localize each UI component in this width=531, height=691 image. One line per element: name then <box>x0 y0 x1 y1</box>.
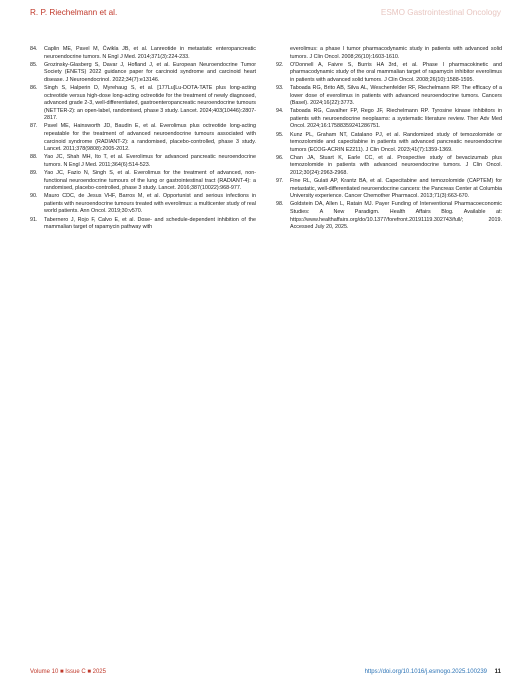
volume-info: Volume 10 ■ Issue C ■ 2025 <box>30 669 106 675</box>
reference-item <box>276 46 502 61</box>
reference-text: Taboada RG, Cavalher FP, Rego JF, Riechelmann RP. Tyrosine kinase inhibitors in patients with neuroendocrine neoplasms: a systematic literature review. Ther Adv Med Oncol. 2024;16:17588359241286751. <box>290 108 502 130</box>
running-author: R. P. Riechelmann et al. <box>30 8 118 17</box>
reference-item <box>276 201 502 231</box>
reference-number: 91. <box>30 216 38 223</box>
reference-item <box>276 85 502 108</box>
page-header <box>30 8 501 22</box>
reference-item <box>30 85 256 123</box>
page-number: 11 <box>494 669 501 675</box>
reference-text: Yao JC, Shah MH, Ito T, et al. Everolimus for advanced pancreatic neuroendocrine tumors. N Engl J Med. 2011;364(6):514-523. <box>44 154 256 168</box>
reference-number: 97. <box>276 178 284 185</box>
reference-number <box>276 46 290 61</box>
reference-number: 93. <box>276 84 284 91</box>
reference-text: Tabernero J, Rojo F, Calvo E, et al. Dose- and schedule-dependent inhibition of the mammalian target of rapamycin pathway with <box>44 216 256 231</box>
reference-text: Yao JC, Fazio N, Singh S, et al. Everolimus for the treatment of advanced, non-functional neuroendocrine tumours of the lung or gastrointestinal tract (RADIANT-4): a randomised, placebo-controlled, phase 3 study. Lancet. 2016;387(10022):968-977. <box>44 170 256 192</box>
reference-text: Singh S, Halperin D, Myrehaug S, et al. [177Lu]Lu-DOTA-TATE plus long-acting octreotide versus high-dose long-acting octreotide for the treatment of newly diagnosed, advanced grade 2-3, well-differentiated, gastroenteropancreatic neuroendocrine tumours (NETTER-2): an open-label, randomised, phase 3 study. Lancet. 2024;403(10446):2807-2817. <box>44 84 256 122</box>
reference-number: 94. <box>276 108 284 115</box>
reference-item <box>276 132 502 155</box>
reference-text: Pavel ME, Hainsworth JD, Baudin E, et al. Everolimus plus octreotide long-acting repeatable for the treatment of advanced neuroendocrine tumours associated with carcinoid syndrome (RADIANT-2): a randomised, placebo-controlled, phase 3 study. Lancet. 2011;378(9808):2005-2012. <box>44 123 256 153</box>
reference-item <box>30 46 256 61</box>
reference-number: 90. <box>30 193 38 200</box>
reference-item <box>276 155 502 178</box>
reference-item <box>30 154 256 169</box>
reference-item <box>30 123 256 153</box>
reference-text: Grozinsky-Glasberg S, Davar J, Hofland J, et al. European Neuroendocrine Tumor Society (ENETS) 2022 guidance paper for carcinoid syndrome and carcinoid heart disease. J Neuroendocrinol. 2022;34(7):e13146. <box>44 61 256 83</box>
reference-text: Fine RL, Gulati AP, Krantz BA, et al. Capecitabine and temozolomide (CAPTEM) for metastatic, well-differentiated neuroendocrine cancers: the Pancreas Center at Columbia University experience. Cancer Chemother Pharmacol. 2013;71(3):663-670. <box>290 178 502 200</box>
reference-text: Goldstein DA, Allen L, Ratain MJ. Payer Funding of Interventional Pharmacoeconomic Studies: A New Paradigm. Health Affairs Blog. Available at: https://www.healthaffairs.org/do/10.1377/forefront.20191119.302743/full/; 2019. Accessed July 20, 2025. <box>290 201 502 231</box>
journal-name: ESMO Gastrointestinal Oncology <box>380 8 501 17</box>
reference-item <box>30 170 256 193</box>
reference-item <box>30 217 256 232</box>
reference-number: 84. <box>30 46 38 52</box>
doi-link[interactable]: https://doi.org/10.1016/j.esmogo.2025.100239 <box>364 669 487 675</box>
reference-number: 89. <box>30 170 38 176</box>
reference-number: 92. <box>276 61 284 68</box>
reference-number: 96. <box>276 154 284 161</box>
reference-text: Taboada RG, Brito AB, Silva AL, Weschenfelder RF, Riechelmann RP. The efficacy of a lower dose of everolimus in patients with advanced neuroendocrine tumors. Cancers (Basel). 2024;16(22):3773. <box>290 84 502 107</box>
reference-number: 85. <box>30 61 38 68</box>
reference-number: 86. <box>30 84 38 91</box>
reference-item <box>276 178 502 201</box>
reference-number: 98. <box>276 201 284 208</box>
reference-text: Caplin ME, Pavel M, Ćwikla JB, et al. Lanreotide in metastatic enteropancreatic neuroendocrine tumors. N Engl J Med. 2014;371(3):224-233. <box>44 46 256 60</box>
right-reference-column <box>276 46 502 232</box>
left-reference-column <box>30 46 256 232</box>
reference-item <box>276 62 502 85</box>
reference-text: Kunz PL, Graham NT, Catalano PJ, et al. Randomized study of temozolomide or temozolomide and capecitabine in patients with advanced pancreatic neuroendocrine tumors (ECOG-ACRIN E2211). J Clin Oncol. 2023;41(7):1359-1369. <box>290 131 502 153</box>
reference-text: O'Donnell A, Faivre S, Burris HA 3rd, et al. Phase I pharmacokinetic and pharmacodynamic study of the oral mammalian target of rapamycin inhibitor everolimus in patients with advanced solid tumors. J Clin Oncol. 2008;26(10):1588-1595. <box>290 61 502 83</box>
reference-text: Chan JA, Stuart K, Earle CC, et al. Prospective study of bevacizumab plus temozolomide in patients with advanced neuroendocrine tumors. J Clin Oncol. 2012;30(24):2963-2968. <box>290 154 502 176</box>
reference-item <box>276 108 502 131</box>
reference-item <box>30 193 256 216</box>
reference-item <box>30 62 256 85</box>
reference-number: 87. <box>30 123 38 130</box>
reference-text: everolimus: a phase I tumor pharmacodynamic study in patients with advanced solid tumors. J Clin Oncol. 2008;26(10):1603-1610. <box>290 46 502 60</box>
reference-number: 88. <box>30 154 38 161</box>
reference-number: 95. <box>276 131 284 138</box>
page-footer <box>30 669 501 679</box>
reference-text: Mauro CDC, de Jesus VHF, Barros M, et al. Opportunist and serious infections in patients with neuroendocrine tumours treated with everolimus: a multicenter study of real world patients. Ann Oncol. 2019;30:v570. <box>44 193 256 215</box>
